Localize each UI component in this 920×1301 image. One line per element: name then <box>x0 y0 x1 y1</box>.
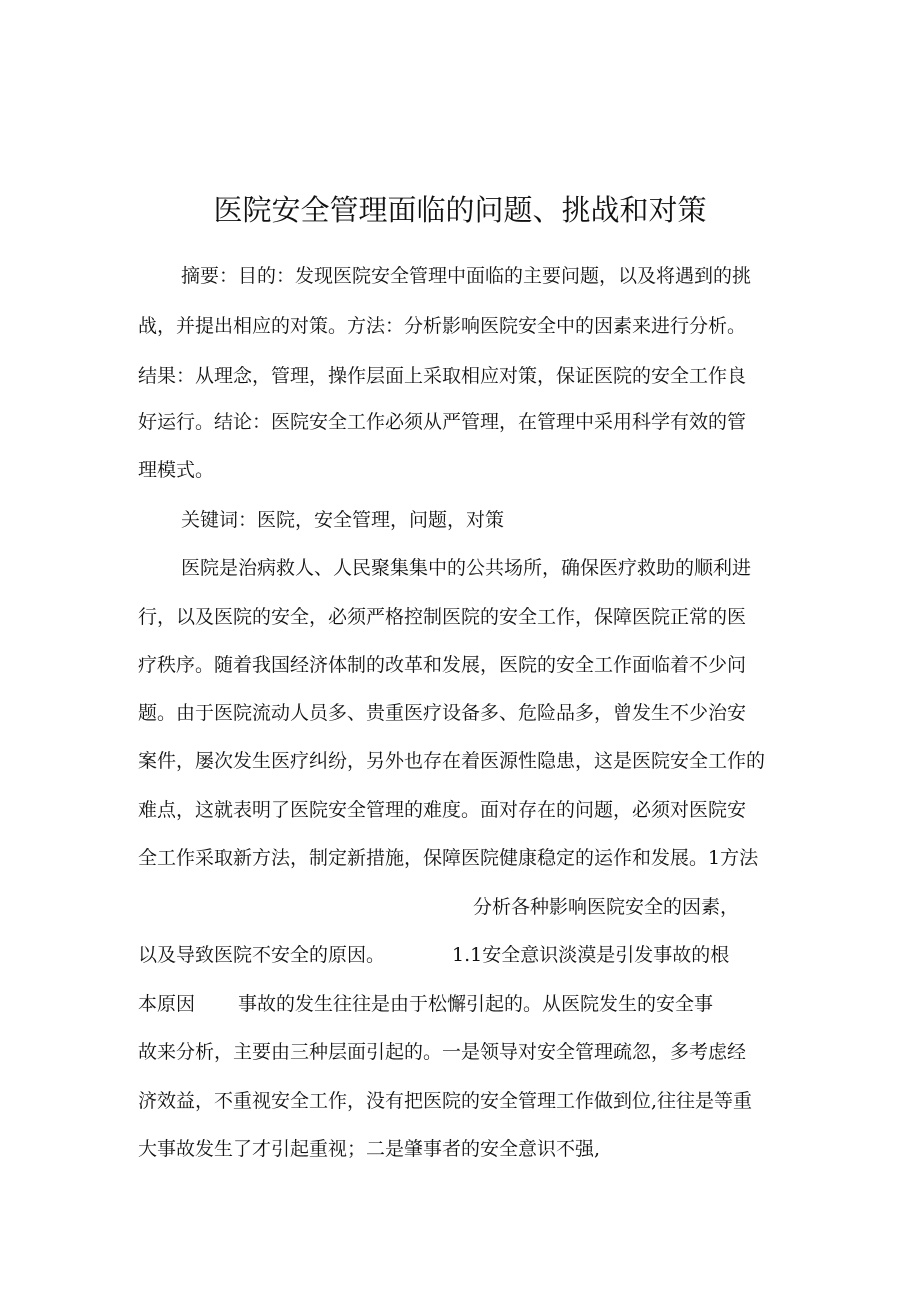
body-line: 医院是治病救人、人民聚集集中的公共场所，确保医疗救助的顺利进 <box>181 557 752 579</box>
page-title: 医院安全管理面临的问题、挑战和对策 <box>213 193 707 227</box>
body-line: 大事故发生了才引起重视；二是肇事者的安全意识不强, <box>138 1138 601 1160</box>
body-line: 行，以及医院的安全，必须严格控制医院的安全工作，保障医院正常的医 <box>138 606 747 628</box>
split-line-left: 以及导致医院不安全的原因。 <box>138 944 386 966</box>
keywords-line: 关键词：医院，安全管理，问题，对策 <box>181 509 505 531</box>
body-line: 疗秩序。随着我国经济体制的改革和发展，医院的安全工作面临着不少问 <box>138 654 747 676</box>
split-line-left: 本原因 <box>138 993 196 1015</box>
split-line-right: 事故的发生往往是由于松懈引起的。从医院发生的安全事 <box>238 993 714 1015</box>
abstract-line: 结果：从理念，管理，操作层面上采取相应对策，保证医院的安全工作良 <box>138 365 747 387</box>
body-line: 案件，屡次发生医疗纠纷，另外也存在着医源性隐患，这是医院安全工作的 <box>138 750 766 772</box>
abstract-line: 摘要：目的：发现医院安全管理中面临的主要问题，以及将遇到的挑 <box>181 265 752 287</box>
method-line: 分析各种影响医院安全的因素， <box>473 896 740 918</box>
body-line: 难点，这就表明了医院安全管理的难度。面对存在的问题，必须对医院安 <box>138 799 747 821</box>
body-line: 题。由于医院流动人员多、贵重医疗设备多、危险品多，曾发生不少治安 <box>138 702 747 724</box>
abstract-line: 好运行。结论：医院安全工作必须从严管理，在管理中采用科学有效的管 <box>138 411 747 433</box>
section-heading-1-1: 1.1安全意识淡漠是引发事故的根 <box>452 944 730 966</box>
body-line: 济效益，不重视安全工作，没有把医院的安全管理工作做到位,往往是等重 <box>138 1090 753 1112</box>
abstract-line: 理模式。 <box>138 459 215 481</box>
body-line: 故来分析，主要由三种层面引起的。一是领导对安全管理疏忽，多考虑经 <box>138 1041 747 1063</box>
body-line: 全工作采取新方法，制定新措施，保障医院健康稳定的运作和发展。1方法 <box>138 847 759 869</box>
abstract-line: 战，并提出相应的对策。方法：分析影响医院安全中的因素来进行分析。 <box>138 315 747 337</box>
